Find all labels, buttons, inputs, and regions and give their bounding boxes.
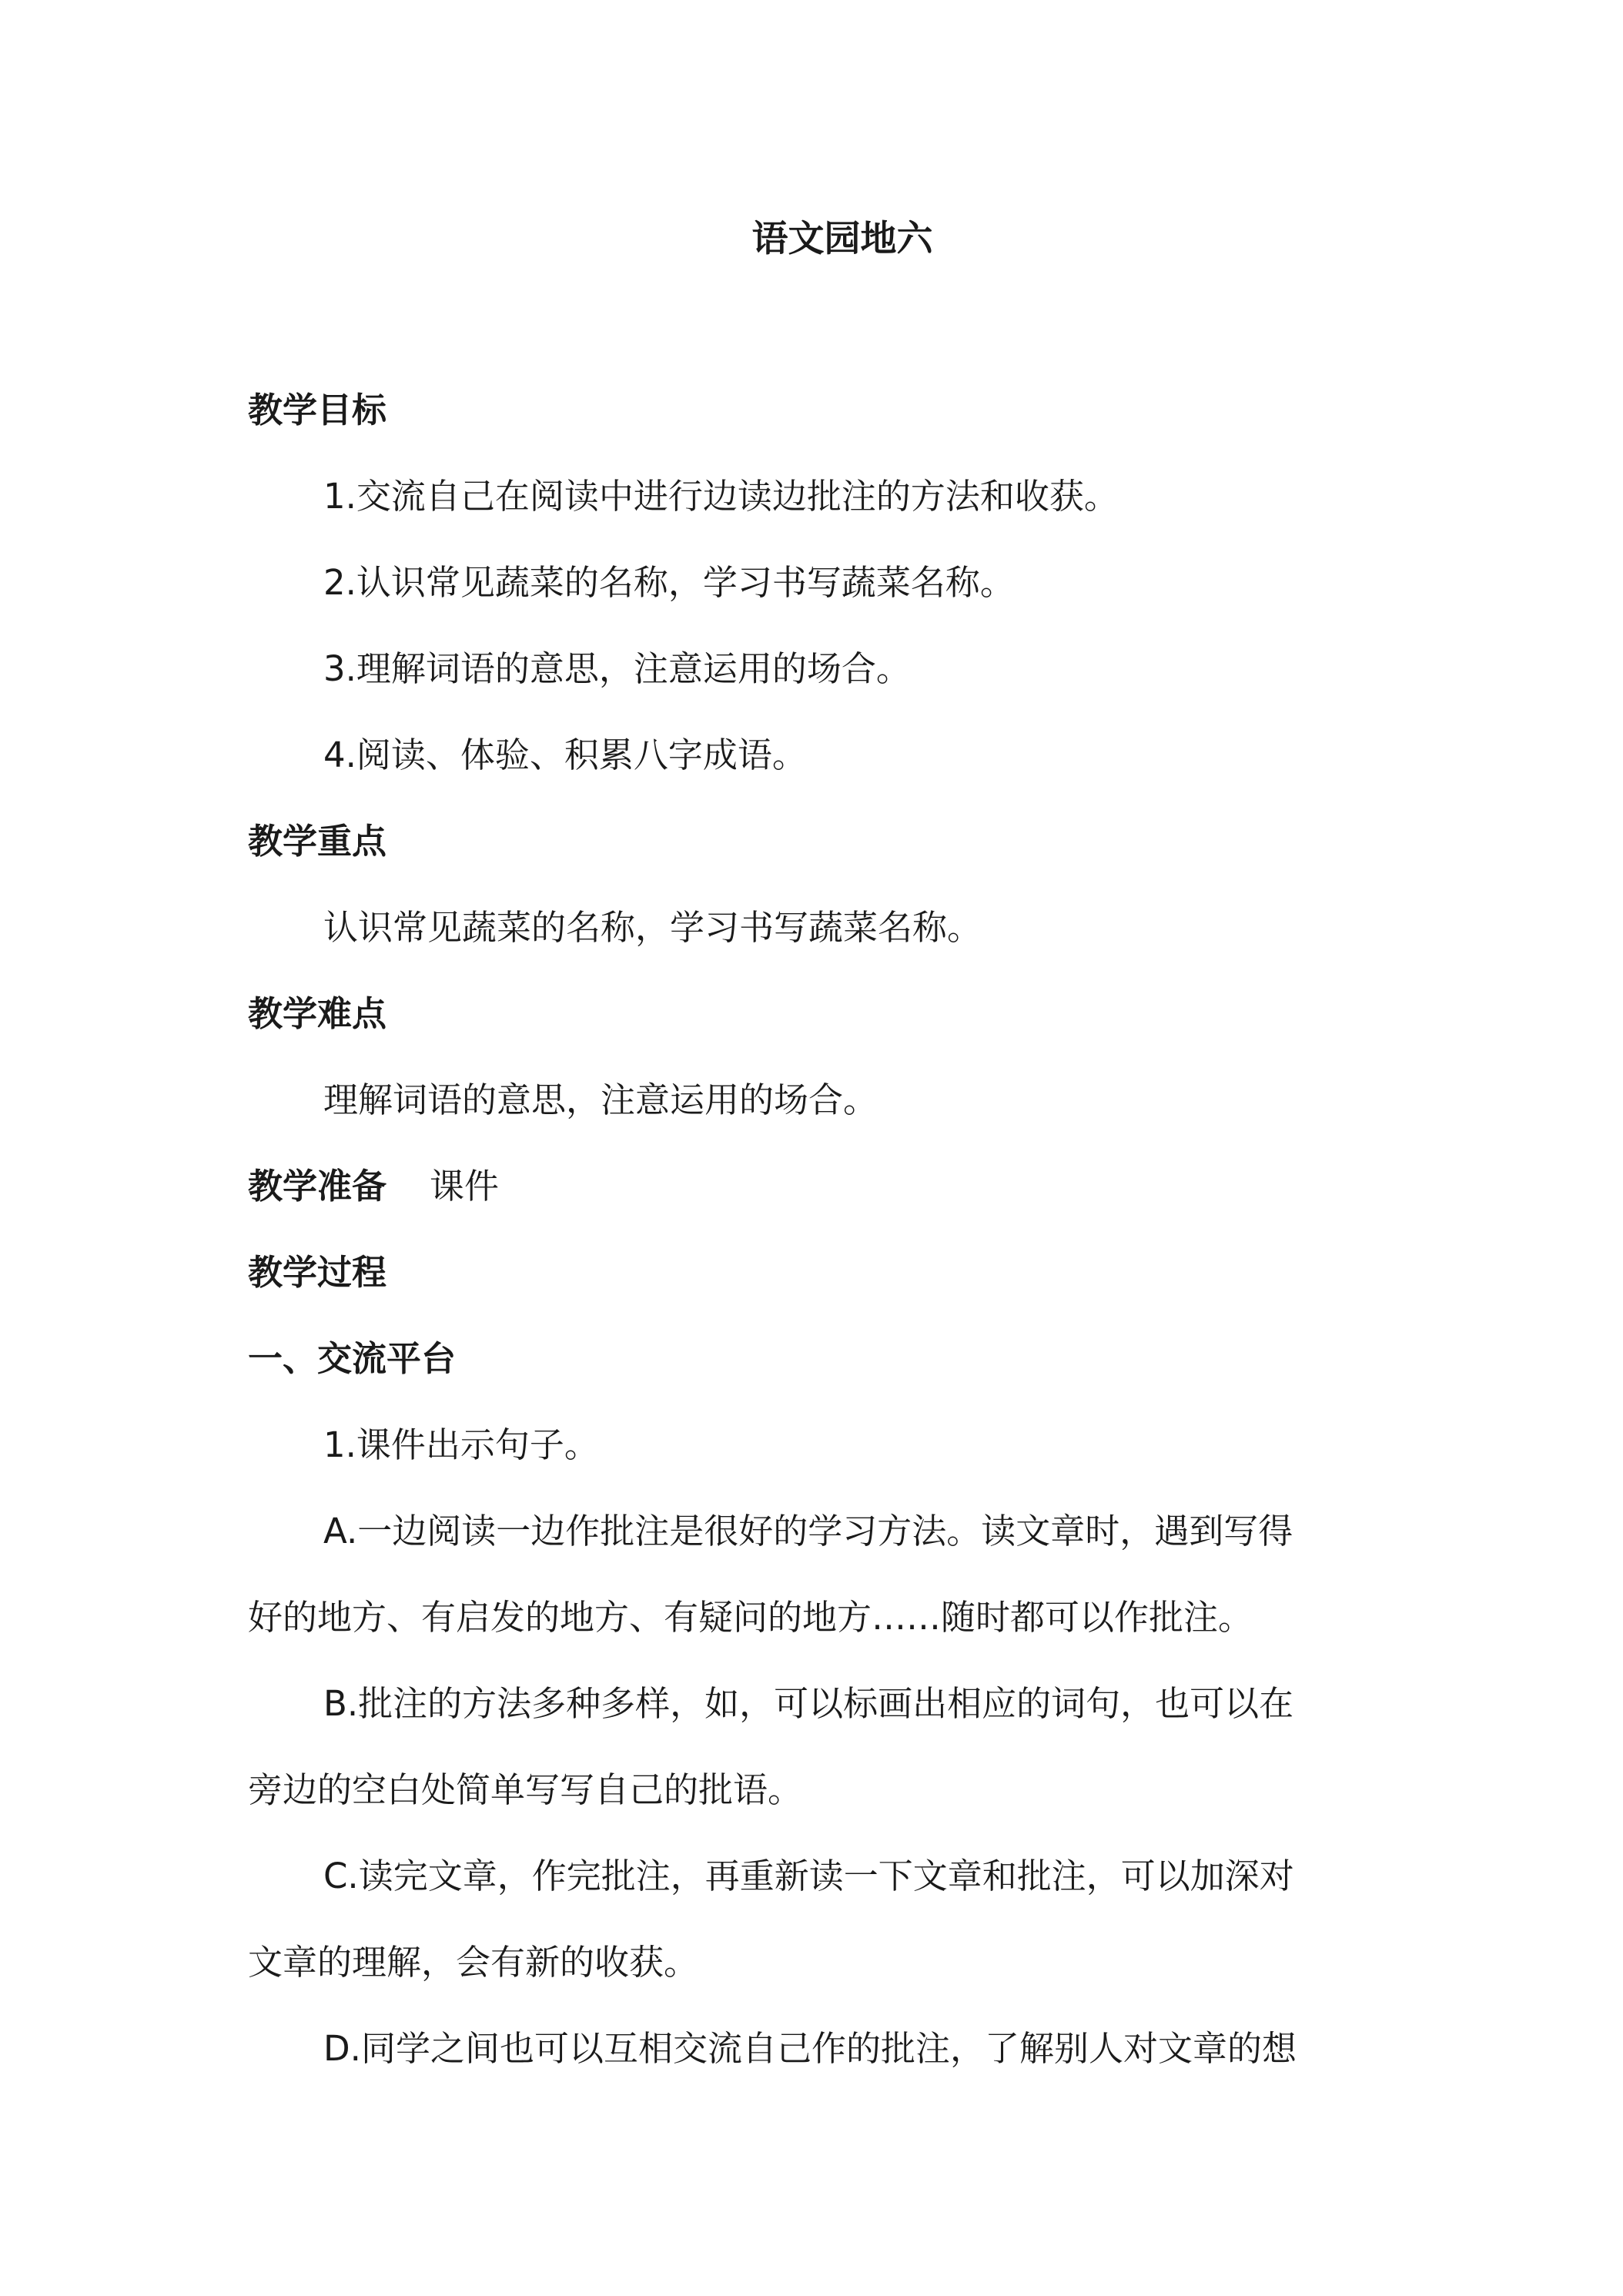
goal-item: 2.认识常见蔬菜的名称，学习书写蔬菜名称。 <box>323 562 1015 603</box>
paragraph-b-line1: B.批注的方法多种多样，如，可以标画出相应的词句，也可以在 <box>323 1683 1294 1724</box>
paragraph-c-line2: 文章的理解，会有新的收获。 <box>248 1942 699 1983</box>
prep-heading: 教学准备 <box>248 1166 387 1207</box>
goal-item: 1.交流自己在阅读中进行边读边批注的方法和收获。 <box>323 476 1119 517</box>
prep-line <box>248 1160 1387 1213</box>
paragraph-c-line1: C.读完文章，作完批注，再重新读一下文章和批注，可以加深对 <box>323 1856 1294 1896</box>
paragraph-d-line1: D.同学之间也可以互相交流自己作的批注，了解别人对文章的想 <box>323 2028 1297 2069</box>
key-heading: 教学重点 <box>248 821 387 862</box>
part1-heading: 一、交流平台 <box>248 1338 457 1379</box>
goal-item: 3.理解词语的意思，注意运用的场合。 <box>323 648 911 689</box>
process-heading: 教学过程 <box>248 1252 387 1293</box>
goal-item: 4.阅读、体验、积累八字成语。 <box>323 735 807 775</box>
difficulty-heading: 教学难点 <box>248 993 387 1034</box>
difficulty-text: 理解词语的意思，注意运用的场合。 <box>323 1079 878 1120</box>
page-title: 语文园地六 <box>751 218 933 260</box>
prep-text: 课件 <box>430 1166 500 1207</box>
paragraph-a-line2: 好的地方、有启发的地方、有疑问的地方……随时都可以作批注。 <box>248 1597 1253 1638</box>
goals-heading: 教学目标 <box>248 390 387 430</box>
paragraph-b-line2: 旁边的空白处简单写写自己的批语。 <box>248 1769 803 1810</box>
part1-step: 1.课件出示句子。 <box>323 1424 599 1465</box>
paragraph-a-line1: A.一边阅读一边作批注是很好的学习方法。读文章时，遇到写得 <box>323 1511 1293 1551</box>
key-text: 认识常见蔬菜的名称，学习书写蔬菜名称。 <box>323 907 982 948</box>
